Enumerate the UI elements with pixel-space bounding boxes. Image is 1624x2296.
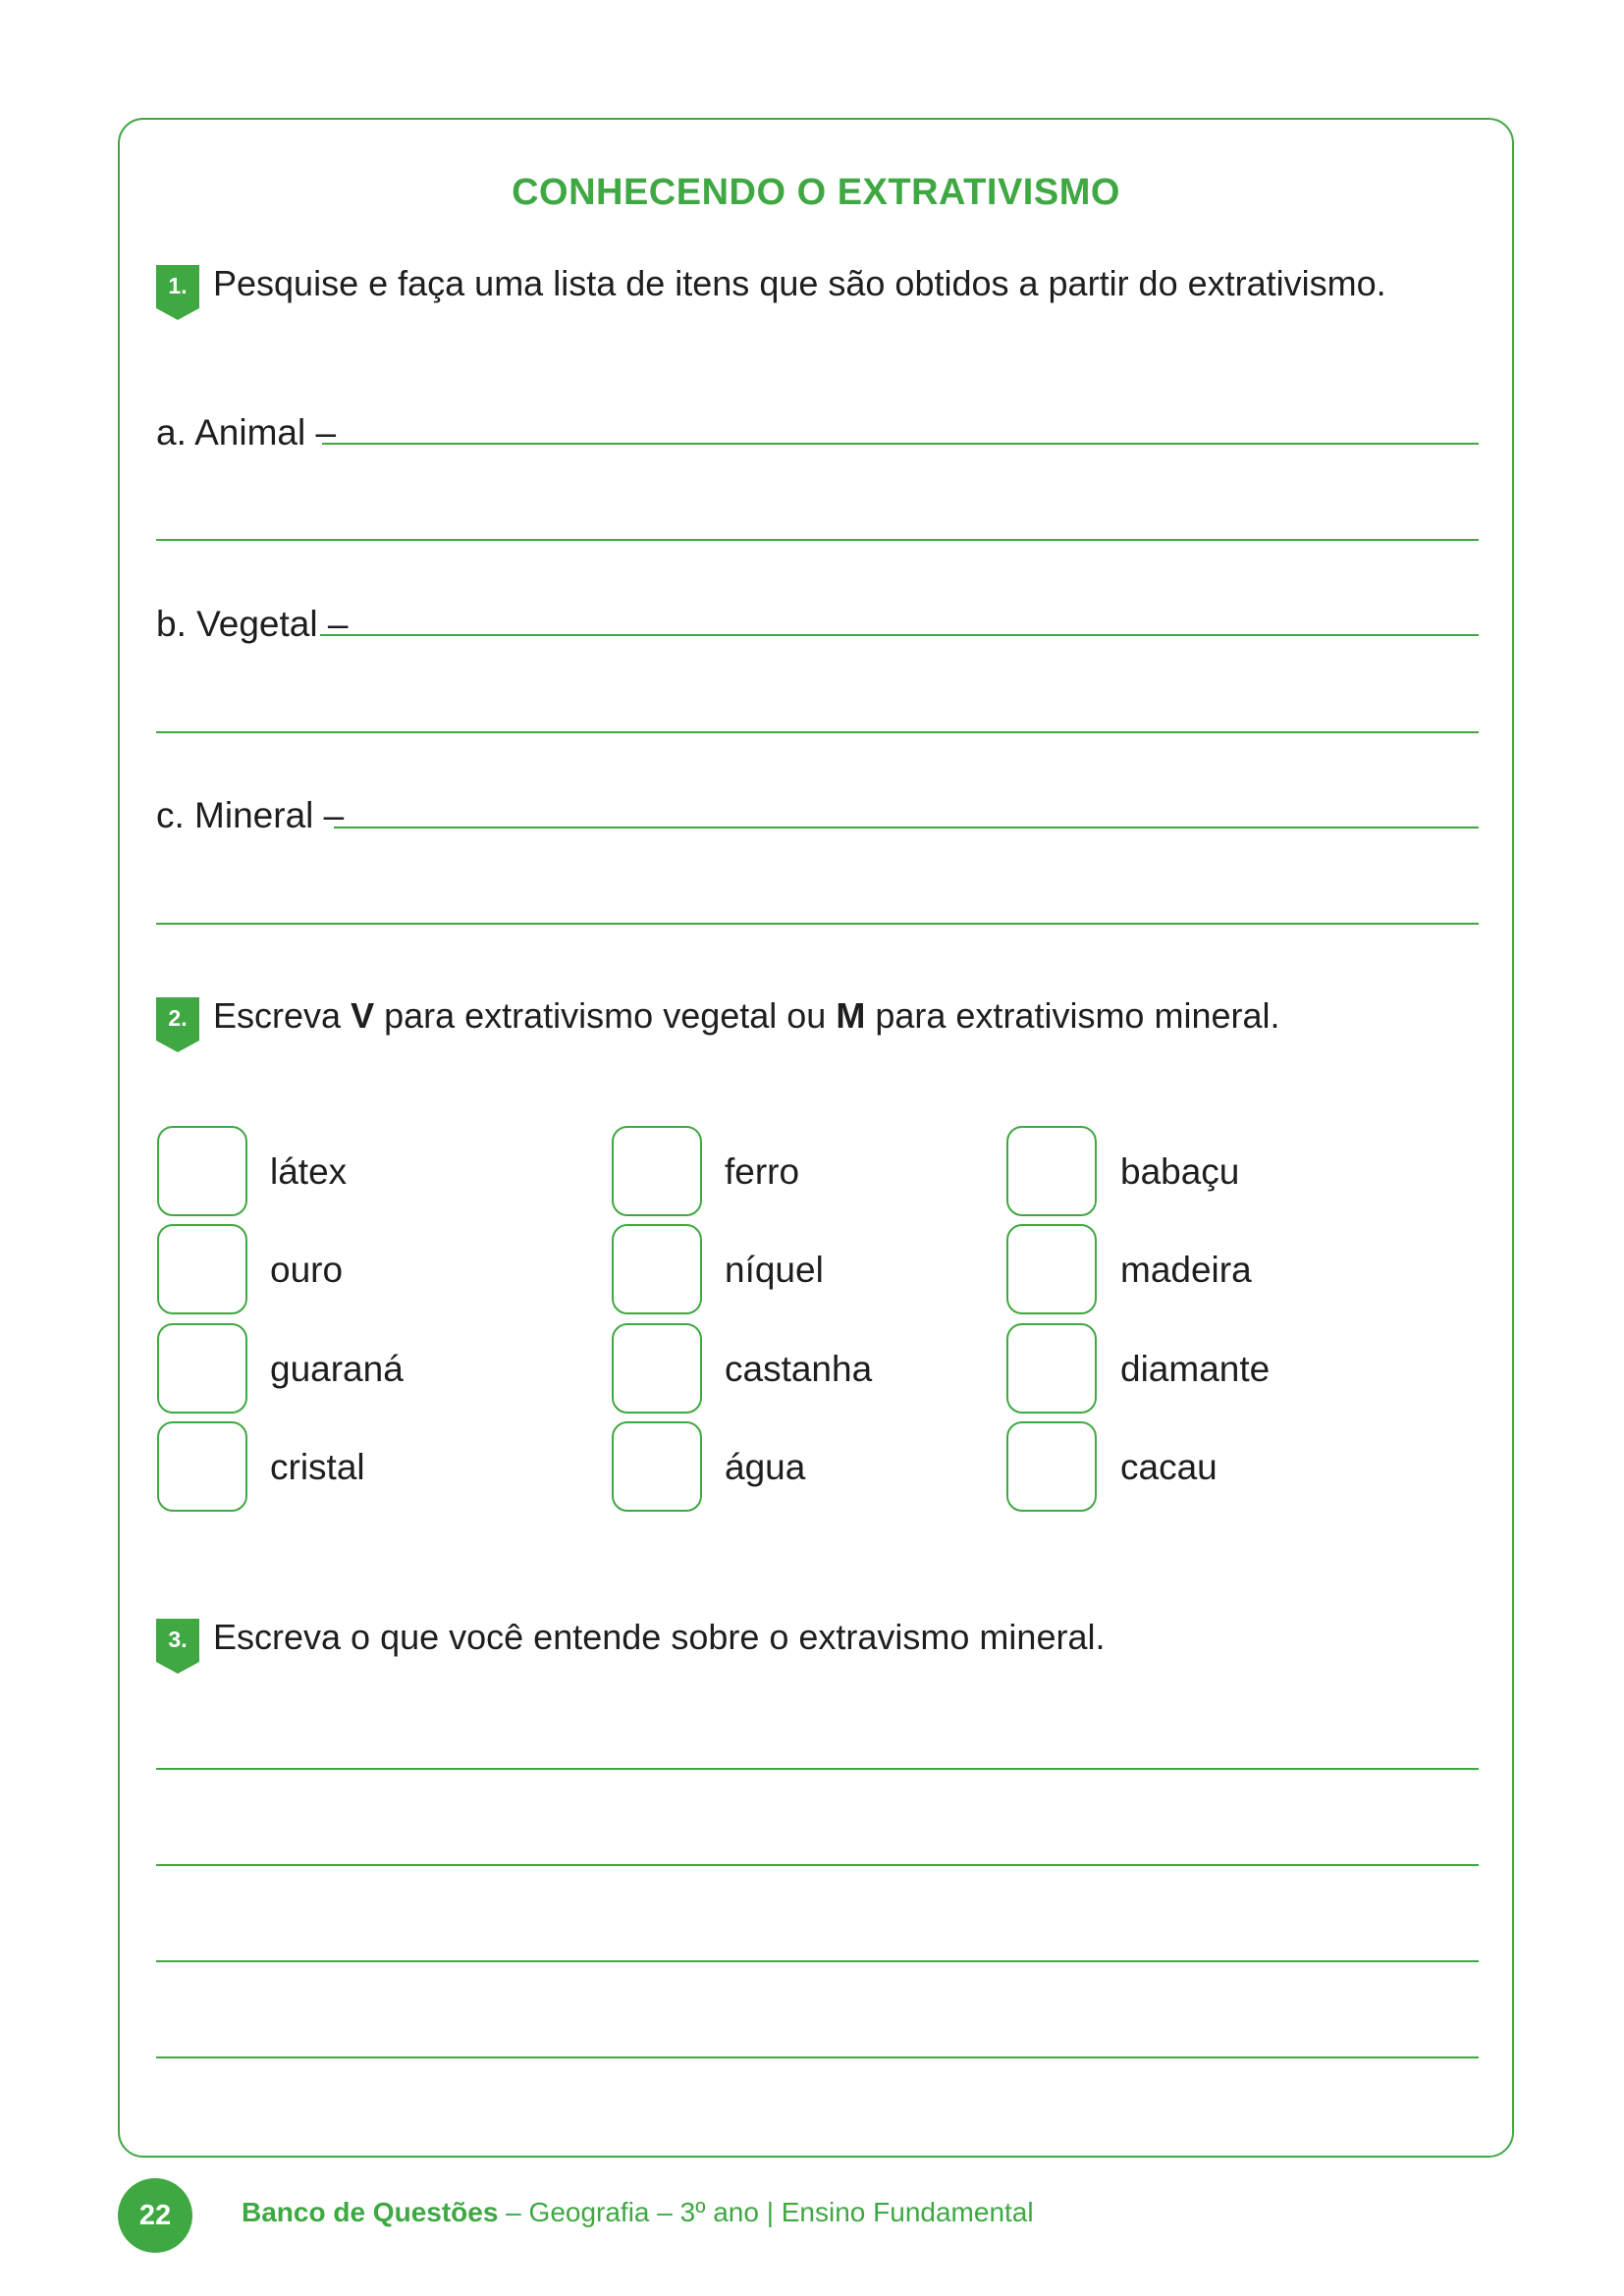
answer-line-b-2[interactable] [156,731,1479,733]
question-1-text: Pesquise e faça uma lista de itens que são obtidos a partir do extrativismo. [213,263,1386,303]
answer-box-niquel[interactable] [612,1224,702,1314]
letter-m: M [836,995,866,1036]
question-1-number: 1. [168,273,188,298]
option-madeira: madeira [1120,1250,1252,1290]
footer-text [242,2197,1034,2228]
option-niquel: níquel [725,1250,824,1290]
footer-book-title: Banco de Questões [242,2197,499,2227]
answer-line-a-2[interactable] [156,539,1479,541]
page-title: CONHECENDO O EXTRATIVISMO [512,172,1120,213]
answer-box-castanha[interactable] [612,1323,702,1414]
answer-box-guarana[interactable] [157,1323,247,1414]
answer-line-b-1[interactable] [320,634,1479,636]
item-c-label: c. Mineral – [156,795,345,835]
option-cristal: cristal [270,1447,365,1487]
footer-subject: – Geografia – 3º ano | Ensino Fundamental [498,2197,1034,2227]
question-2-text-after: para extrativismo mineral. [875,995,1280,1036]
option-diamante: diamante [1120,1349,1271,1389]
question-2-text [213,995,1280,1037]
question-3-badge [156,1619,199,1674]
option-cacau: cacau [1120,1447,1218,1487]
question-1-badge [156,265,199,320]
option-babacu: babaçu [1120,1151,1240,1192]
letter-v: V [351,995,375,1036]
answer-box-babacu[interactable] [1006,1126,1097,1216]
option-latex: látex [270,1151,348,1192]
answer-line-3-1[interactable] [156,1768,1479,1770]
answer-box-ouro[interactable] [157,1224,247,1314]
answer-box-agua[interactable] [612,1421,702,1512]
question-2-text-middle: para extrativismo vegetal ou [384,995,827,1036]
question-3-number: 3. [168,1627,188,1652]
answer-box-ferro[interactable] [612,1126,702,1216]
option-ouro: ouro [270,1250,344,1290]
answer-box-cristal[interactable] [157,1421,247,1512]
answer-box-diamante[interactable] [1006,1323,1097,1414]
item-b-label: b. Vegetal – [156,604,349,644]
item-a-label: a. Animal – [156,412,337,453]
answer-box-cacau[interactable] [1006,1421,1097,1512]
question-2-text-before: Escreva [213,995,342,1036]
option-ferro: ferro [725,1151,800,1192]
question-2-number: 2. [168,1005,188,1031]
answer-line-3-3[interactable] [156,1960,1479,1962]
question-2-badge [156,997,199,1052]
answer-line-a-1[interactable] [322,443,1479,445]
question-3-text: Escreva o que você entende sobre o extravismo mineral. [213,1617,1106,1657]
option-agua: água [725,1447,806,1487]
option-guarana: guaraná [270,1349,404,1389]
answer-line-c-2[interactable] [156,923,1479,925]
page-number: 22 [118,2178,192,2253]
answer-box-madeira[interactable] [1006,1224,1097,1314]
option-castanha: castanha [725,1349,873,1389]
answer-line-3-4[interactable] [156,2056,1479,2058]
answer-line-3-2[interactable] [156,1864,1479,1866]
answer-box-latex[interactable] [157,1126,247,1216]
answer-line-c-1[interactable] [334,827,1479,828]
